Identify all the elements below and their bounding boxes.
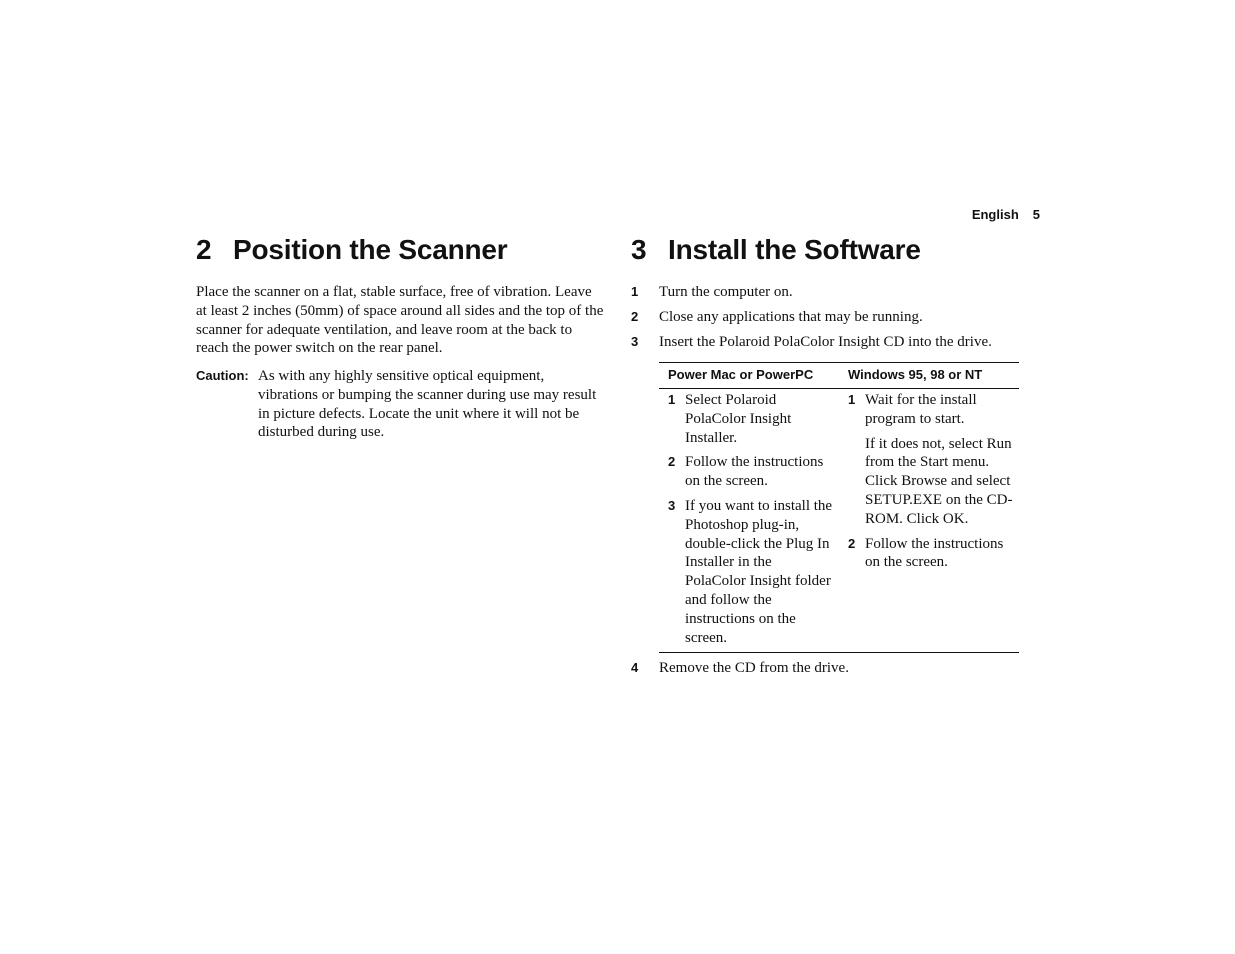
item-number: 2	[848, 535, 856, 551]
position-body-paragraph: Place the scanner on a flat, stable surface, free of vibration. Leave at least 2 inches (50mm) of space around all sides and the top of the scanner for adequate ventilation, and leave room at the back to reach the power switch on the rear panel.	[196, 284, 604, 357]
list-item	[668, 391, 833, 447]
step-number: 3	[631, 334, 639, 349]
page-number: 5	[1032, 207, 1040, 222]
step-number: 2	[631, 309, 639, 324]
section-number: 2	[196, 234, 212, 265]
mac-column	[668, 391, 833, 653]
step-number: 4	[631, 660, 639, 675]
list-item	[668, 453, 833, 491]
step-text: Close any applications that may be running.	[659, 309, 923, 325]
windows-column	[848, 391, 1013, 578]
step-text: Insert the Polaroid PolaColor Insight CD into the drive.	[659, 334, 992, 350]
item-note: If it does not, select Run from the Start menu. Click Browse and select SETUP.EXE on the CD-ROM. Click OK.	[865, 435, 1013, 527]
header-language: English	[971, 207, 1019, 222]
caution-label: Caution:	[196, 368, 249, 383]
section-title-text: Install the Software	[668, 234, 921, 265]
caution-note	[196, 367, 606, 442]
item-text: Select Polaroid PolaColor Insight Installer.	[685, 392, 792, 446]
section-number: 3	[631, 234, 647, 265]
item-text: Follow the instructions on the screen.	[865, 535, 1004, 571]
caution-text: As with any highly sensitive optical equipment, vibrations or bumping the scanner during use may result in picture defects. Locate the unit where it will not be disturbed during use.	[258, 368, 597, 441]
list-item	[848, 391, 1013, 429]
table-header-windows: Windows 95, 98 or NT	[848, 367, 983, 382]
step-number: 1	[631, 284, 639, 299]
section-title-install-software	[631, 234, 921, 266]
section-title-position-scanner	[196, 234, 508, 266]
item-text: If you want to install the Photoshop plug-in, double-click the Plug In Installer in the PolaColor Insight folder and follow the instructions on the screen.	[685, 497, 833, 646]
item-number: 2	[668, 454, 676, 470]
item-text: Follow the instructions on the screen.	[685, 454, 824, 490]
item-text: Wait for the install program to start.	[865, 392, 977, 427]
table-header-row	[659, 363, 1019, 389]
item-number: 1	[668, 392, 676, 407]
list-item	[848, 535, 1013, 573]
running-header	[940, 207, 1040, 222]
item-number: 1	[848, 392, 856, 407]
table-header-mac: Power Mac or PowerPC	[668, 367, 814, 382]
step-text: Turn the computer on.	[659, 284, 793, 300]
item-number: 3	[668, 497, 676, 513]
section-title-text: Position the Scanner	[233, 234, 508, 265]
os-instructions-table	[659, 362, 1019, 653]
list-item	[668, 497, 833, 647]
step-text: Remove the CD from the drive.	[659, 660, 849, 676]
